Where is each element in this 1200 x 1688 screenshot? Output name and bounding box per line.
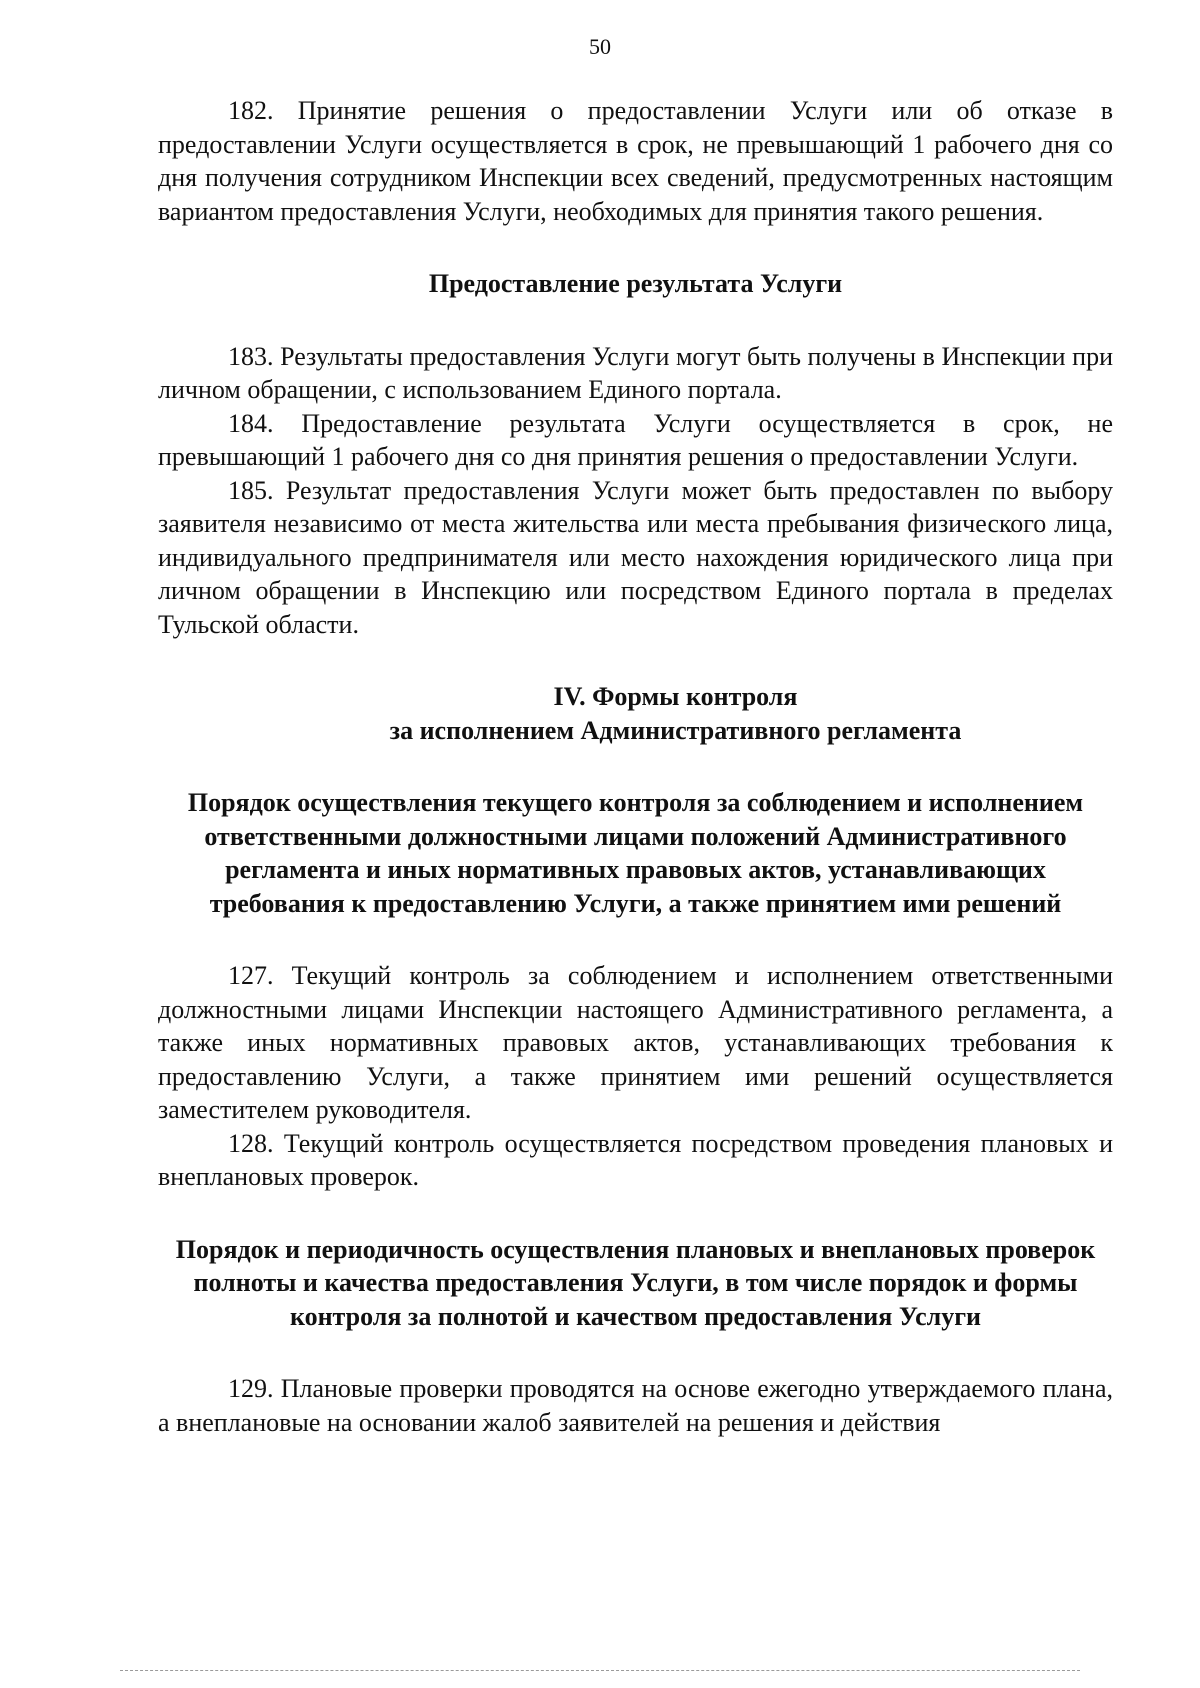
paragraph-127: 127. Текущий контроль за соблюдением и исполнением ответственными должностными лицами Инспекции настоящего Административного регламента, а также иных нормативных правовых актов, устанавливающих требования к предоставлению Услуги, а также принятием ими решений осуществляется заместителем руководителя. [158, 961, 1113, 1124]
paragraph-128: 128. Текущий контроль осуществляется посредством проведения плановых и внеплановых проверок. [158, 1128, 1113, 1191]
paragraph-182: 182. Принятие решения о предоставлении Услуги или об отказе в предоставлении Услуги осуществляется в срок, не превышающий 1 рабочего дня со дня получения сотрудником Инспекции всех сведений, предусмотренных настоящим вариантом предоставления Услуги, необходимых для принятия такого решения. [158, 96, 1113, 226]
scan-bottom-edge [120, 1670, 1080, 1671]
section-subtitle: за исполнением Административного регламента [389, 715, 962, 745]
page-number: 50 [589, 34, 611, 59]
paragraph-184: 184. Предоставление результата Услуги осуществляется в срок, не превышающий 1 рабочего дня со дня принятия решения о предоставлении Услуги. [158, 408, 1113, 471]
paragraph-129: 129. Плановые проверки проводятся на основе ежегодно утверждаемого плана, а внеплановые на основании жалоб заявителей на решения и действия [158, 1374, 1113, 1437]
heading-inspections: Порядок и периодичность осуществления плановых и внеплановых проверок полноты и качества предоставления Услуги, в том числе порядок и формы контроля за полнотой и качеством предоставления Услуги [175, 1234, 1096, 1331]
heading-service-result: Предоставление результата Услуги [428, 269, 843, 298]
heading-current-control: Порядок осуществления текущего контроля за соблюдением и исполнением ответственными должностными лицами положений Административного регламента и иных нормативных правовых актов, устанавливающих требования к предоставлению Услуги, а также принятием ими решений [187, 788, 1084, 918]
paragraph-183: 183. Результаты предоставления Услуги могут быть получены в Инспекции при личном обращении, с использованием Единого портала. [158, 341, 1113, 404]
page-content [158, 94, 1113, 1439]
section-title: IV. Формы контроля [553, 682, 798, 711]
paragraph-185: 185. Результат предоставления Услуги может быть предоставлен по выбору заявителя независимо от места жительства или места пребывания физического лица, индивидуального предпринимателя или место нахождения юридического лица при личном обращении в Инспекцию или посредством Единого портала в пределах Тульской области. [158, 475, 1113, 639]
